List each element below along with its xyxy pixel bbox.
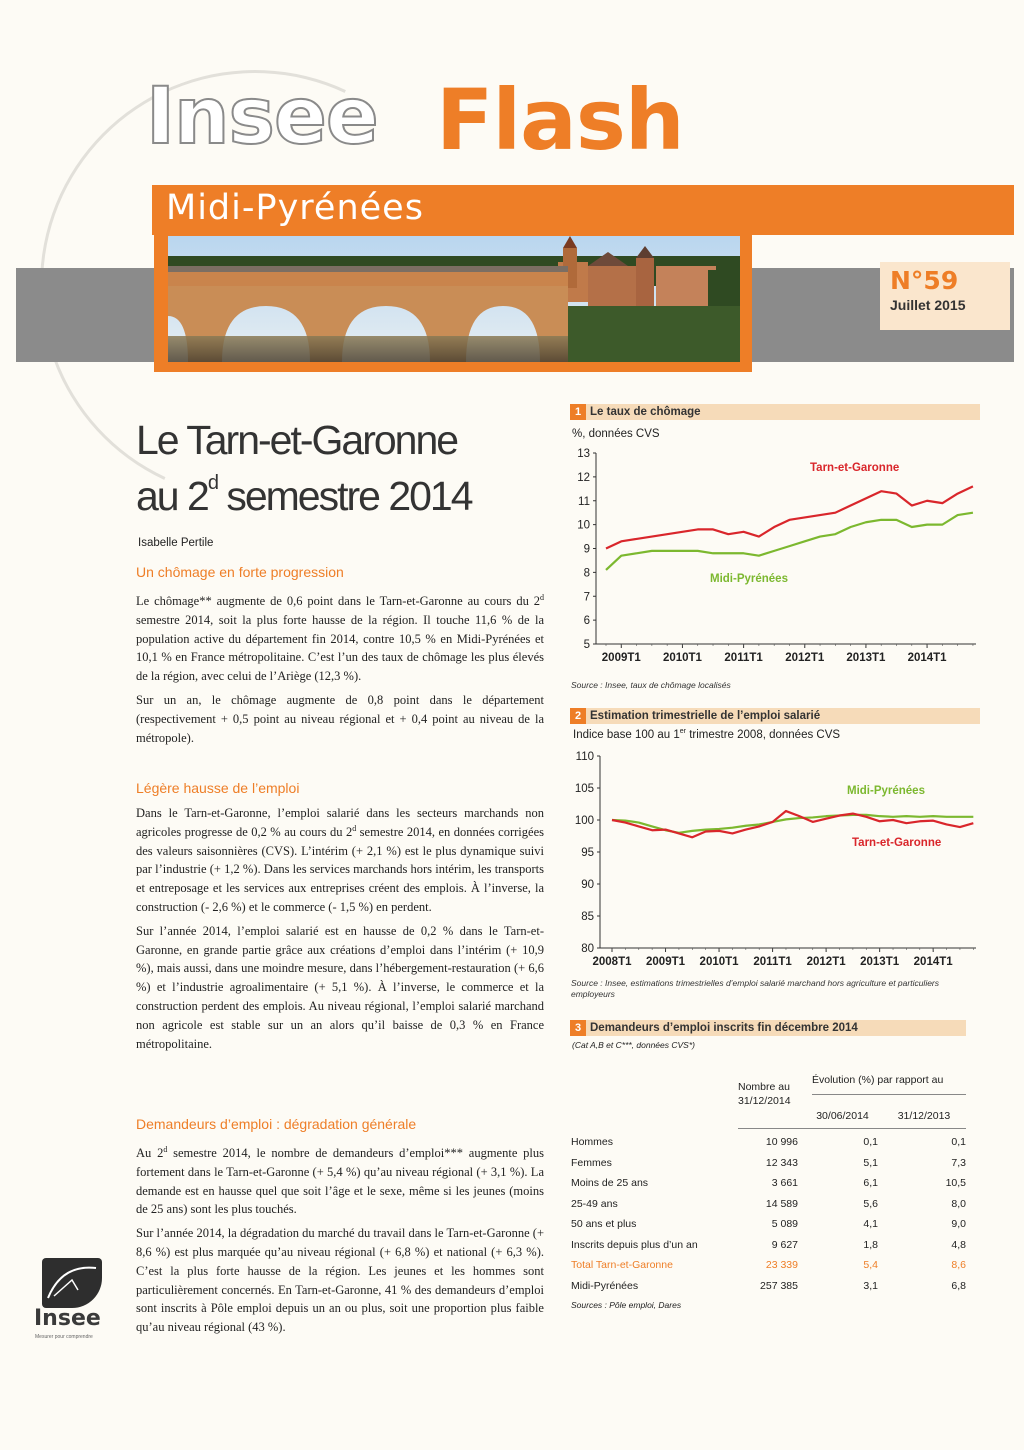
table-row bbox=[570, 1280, 970, 1300]
brand-flash: Flash bbox=[436, 71, 684, 169]
figure-2-units-post: trimestre 2008, données CVS bbox=[686, 728, 841, 741]
table-row bbox=[570, 1157, 970, 1177]
y-tick-label: 5 bbox=[583, 639, 590, 651]
row-evol-12m: 8,0 bbox=[951, 1197, 966, 1210]
table-row bbox=[570, 1136, 970, 1156]
section-body-1 bbox=[136, 592, 544, 752]
y-tick-label: 9 bbox=[583, 543, 590, 556]
y-tick-label: 95 bbox=[581, 847, 594, 859]
row-evol-6m: 6,1 bbox=[863, 1177, 878, 1189]
row-count: 3 661 bbox=[771, 1177, 798, 1189]
row-count: 14 589 bbox=[765, 1197, 798, 1210]
table-divider bbox=[812, 1094, 966, 1095]
figure-2-units-pre: Indice base 100 au 1 bbox=[573, 728, 680, 741]
row-evol-6m: 5,1 bbox=[863, 1156, 878, 1169]
figure-3-number: 3 bbox=[570, 1020, 586, 1036]
figure-2-units bbox=[573, 728, 840, 741]
y-tick-label: 10 bbox=[577, 519, 590, 532]
row-label: 25-49 ans bbox=[571, 1197, 618, 1210]
row-label: 50 ans et plus bbox=[571, 1218, 637, 1230]
paragraph: Le chômage** augmente de 0,6 point dans le Tarn-et-Garonne au cours du 2$^d$ semestre 2014, soit la plus forte hausse de la région. Il touche 11,6 % de la population active du département fin 2014, contre 10,5 % en Midi-Pyrénées et 10,1 % en France métropolitaine. C’est l’un des taux de chômage les plus élevés de la région, avec celui de l’Ariège (12,3 %). bbox=[136, 592, 544, 684]
figure-2-header bbox=[570, 708, 980, 724]
figure-2-number: 2 bbox=[570, 708, 586, 724]
row-label: Hommes bbox=[571, 1136, 614, 1148]
row-count: 23 339 bbox=[765, 1259, 798, 1271]
y-tick-label: 80 bbox=[581, 943, 594, 955]
row-label: Total Tarn-et-Garonne bbox=[571, 1259, 673, 1271]
row-evol-12m: 8,6 bbox=[951, 1259, 966, 1271]
y-tick-label: 8 bbox=[583, 567, 590, 580]
unemployment-rate-chart bbox=[570, 444, 990, 676]
table-row bbox=[570, 1198, 970, 1218]
row-evol-12m: 10,5 bbox=[945, 1177, 966, 1189]
x-tick-label: 2012T1 bbox=[785, 652, 825, 664]
row-evol-6m: 0,1 bbox=[863, 1136, 878, 1148]
table-row bbox=[570, 1177, 970, 1197]
paragraph: Sur un an, le chômage augmente de 0,8 point dans le département (respectivement + 0,5 point au niveau régional et + 0,4 point au niveau de la métropole). bbox=[136, 692, 544, 745]
row-evol-6m: 5,6 bbox=[863, 1197, 878, 1210]
table-col-date1: 30/06/2014 bbox=[816, 1110, 869, 1122]
row-label: Inscrits depuis plus d’un an bbox=[571, 1238, 698, 1251]
header-photo-bridge bbox=[168, 236, 740, 362]
table-row bbox=[570, 1239, 970, 1259]
row-evol-12m: 6,8 bbox=[951, 1279, 966, 1292]
issue-date: Juillet 2015 bbox=[890, 297, 966, 313]
row-count: 257 385 bbox=[760, 1279, 798, 1292]
x-tick-label: 2008T1 bbox=[592, 956, 632, 968]
row-evol-12m: 9,0 bbox=[951, 1218, 966, 1230]
row-count: 9 627 bbox=[771, 1238, 798, 1251]
row-evol-6m: 1,8 bbox=[863, 1238, 878, 1251]
x-tick-label: 2013T1 bbox=[846, 652, 886, 664]
series-label-0: Tarn-et-Garonne bbox=[810, 462, 900, 474]
title-line1: Le Tarn-et-Garonne bbox=[136, 417, 458, 463]
row-label: Midi-Pyrénées bbox=[571, 1279, 639, 1292]
section-heading-1: Un chômage en forte progression bbox=[136, 564, 344, 580]
figure-1-number: 1 bbox=[570, 404, 586, 420]
table-divider bbox=[738, 1128, 966, 1129]
table-row bbox=[570, 1218, 970, 1238]
x-tick-label: 2013T1 bbox=[860, 956, 900, 968]
series-line-1 bbox=[606, 513, 973, 570]
series-line-1 bbox=[612, 811, 973, 837]
figure-2-units-sup: er bbox=[679, 728, 687, 735]
figure-2-title: Estimation trimestrielle de l’emploi salarié bbox=[590, 710, 821, 722]
row-count: 12 343 bbox=[765, 1156, 798, 1169]
y-tick-label: 105 bbox=[574, 783, 594, 795]
y-tick-label: 110 bbox=[575, 751, 594, 763]
table-row bbox=[570, 1259, 970, 1279]
row-evol-12m: 0,1 bbox=[951, 1136, 966, 1148]
issue-box bbox=[880, 262, 1010, 330]
row-count: 5 089 bbox=[771, 1218, 798, 1230]
y-tick-label: 11 bbox=[578, 495, 590, 508]
x-tick-label: 2009T1 bbox=[601, 652, 641, 664]
title-line2-sup: d bbox=[207, 472, 217, 494]
author: Isabelle Pertile bbox=[138, 537, 214, 549]
figure-1-header bbox=[570, 404, 980, 420]
row-count: 10 996 bbox=[765, 1136, 798, 1148]
x-tick-label: 2010T1 bbox=[662, 652, 702, 664]
issue-number: N°59 bbox=[890, 266, 959, 295]
figure-2-source: Source : Insee, estimations trimestrielles d’emploi salarié marchand hors agriculture et particuliers employeurs bbox=[571, 978, 940, 999]
salaried-employment-chart bbox=[570, 744, 990, 970]
series-line-0 bbox=[606, 486, 973, 548]
row-label: Moins de 25 ans bbox=[571, 1177, 649, 1189]
table-col-evolution: Évolution (%) par rapport au bbox=[812, 1074, 944, 1086]
brand-insee: Insee bbox=[146, 72, 378, 162]
y-tick-label: 6 bbox=[583, 615, 590, 628]
x-tick-label: 2011T1 bbox=[724, 652, 763, 664]
figure-1-title: Le taux de chômage bbox=[590, 406, 701, 418]
insee-logo-tagline: Mesurer pour comprendre bbox=[35, 1334, 93, 1340]
paragraph: Au 2$^d$ semestre 2014, le nombre de demandeurs d’emploi*** augmente plus fortement dans le Tarn-et-Garonne (+ 5,4 %) qu’au niveau régional (+ 3,1 %). La demande est en hausse quel que soit l’âge et le sexe, même si les jeunes (moins de 25 ans) sont les plus touchés. bbox=[136, 1144, 545, 1217]
x-tick-label: 2014T1 bbox=[913, 956, 953, 968]
row-evol-12m: 7,3 bbox=[951, 1156, 966, 1169]
figure-3-header bbox=[570, 1020, 966, 1036]
insee-logo bbox=[34, 1258, 114, 1346]
row-evol-6m: 3,1 bbox=[863, 1279, 878, 1292]
figure-3-units: (Cat A,B et C***, données CVS*) bbox=[572, 1040, 695, 1050]
table-col-count: Nombre au 31/12/2014 bbox=[738, 1081, 791, 1107]
paragraph: Sur l’année 2014, l’emploi salarié est en hausse de 0,2 % dans le Tarn-et-Garonne, en grande partie grâce aux créations d’emploi dans l’intérim (+ 10,9 %), mais aussi, dans une moindre mesure, dans l’hébergement-restauration (+ 6,6 %) et l’industrie agroalimentaire (+ 5,1 %). À l’inverse, le commerce et la construction perdent des emplois. Au niveau régional, l’emploi salarié marchand non agricole est stable sur un an alors qu’il baisse de 0,3 % en France métropolitaine. bbox=[136, 923, 544, 1051]
y-tick-label: 12 bbox=[577, 471, 590, 484]
table-col-date2: 31/12/2013 bbox=[897, 1110, 951, 1122]
x-tick-label: 2012T1 bbox=[806, 956, 846, 968]
figure-1-source: Source : Insee, taux de chômage localisés bbox=[571, 680, 731, 690]
section-body-2 bbox=[136, 804, 544, 1058]
x-tick-label: 2009T1 bbox=[646, 956, 686, 968]
section-body-3 bbox=[136, 1144, 544, 1342]
x-tick-label: 2010T1 bbox=[699, 956, 739, 968]
row-evol-12m: 4,8 bbox=[951, 1238, 966, 1251]
title-line2-post: semestre 2014 bbox=[216, 473, 472, 519]
x-tick-label: 2011T1 bbox=[753, 956, 792, 968]
figure-3-source: Sources : Pôle emploi, Dares bbox=[571, 1300, 682, 1310]
row-evol-6m: 5,4 bbox=[863, 1259, 878, 1271]
figure-1-units: %, données CVS bbox=[572, 428, 660, 440]
insee-logo-text: Insee bbox=[34, 1306, 101, 1331]
y-tick-label: 85 bbox=[581, 911, 594, 923]
series-label-1: Tarn-et-Garonne bbox=[852, 837, 942, 849]
y-tick-label: 13 bbox=[577, 448, 590, 460]
y-tick-label: 7 bbox=[583, 591, 590, 604]
series-label-0: Midi-Pyrénées bbox=[847, 785, 925, 797]
series-label-1: Midi-Pyrénées bbox=[710, 573, 788, 585]
y-tick-label: 90 bbox=[581, 879, 594, 891]
region-title: Midi-Pyrénées bbox=[166, 188, 424, 228]
paragraph: Dans le Tarn-et-Garonne, l’emploi salarié dans les secteurs marchands non agricoles progresse de 0,2 % au cours du 2$^d$ semestre 2014, en données corrigées des valeurs saisonnières (CVS). L’intérim (+ 2,1 %) est le plus dynamique suivi par l’industrie (+ 1,2 %). Dans les services marchands hors intérim, les transports et entreposage et les services aux entreprises créent des emplois. À l’inverse, la construction (- 2,6 %) et le commerce (- 1,5 %) en perdent. bbox=[136, 806, 544, 914]
y-tick-label: 100 bbox=[574, 815, 594, 827]
x-tick-label: 2014T1 bbox=[907, 652, 947, 664]
article-title bbox=[136, 412, 556, 524]
row-label: Femmes bbox=[571, 1156, 612, 1169]
section-heading-2: Légère hausse de l’emploi bbox=[136, 780, 300, 796]
section-heading-3: Demandeurs d’emploi : dégradation générale bbox=[136, 1116, 417, 1132]
figure-3-title: Demandeurs d’emploi inscrits fin décembre 2014 bbox=[590, 1022, 858, 1034]
row-evol-6m: 4,1 bbox=[863, 1218, 878, 1230]
title-line2-pre: au 2 bbox=[136, 473, 208, 519]
paragraph: Sur l’année 2014, la dégradation du marché du travail dans le Tarn-et-Garonne (+ 8,6 %) est plus marquée qu’au niveau régional (+ 6,8 %) et national (+ 6,3 %). C’est la plus forte hausse de la région. Les jeunes et les hommes sont particulièrement concernés. En Tarn-et-Garonne, 41 % des demandeurs d’emploi sont inscrits à Pôle emploi depuis un an ou plus, soit une proportion plus faible qu’au niveau régional (43 %). bbox=[136, 1226, 544, 1335]
insee-logo-mark bbox=[42, 1258, 102, 1308]
